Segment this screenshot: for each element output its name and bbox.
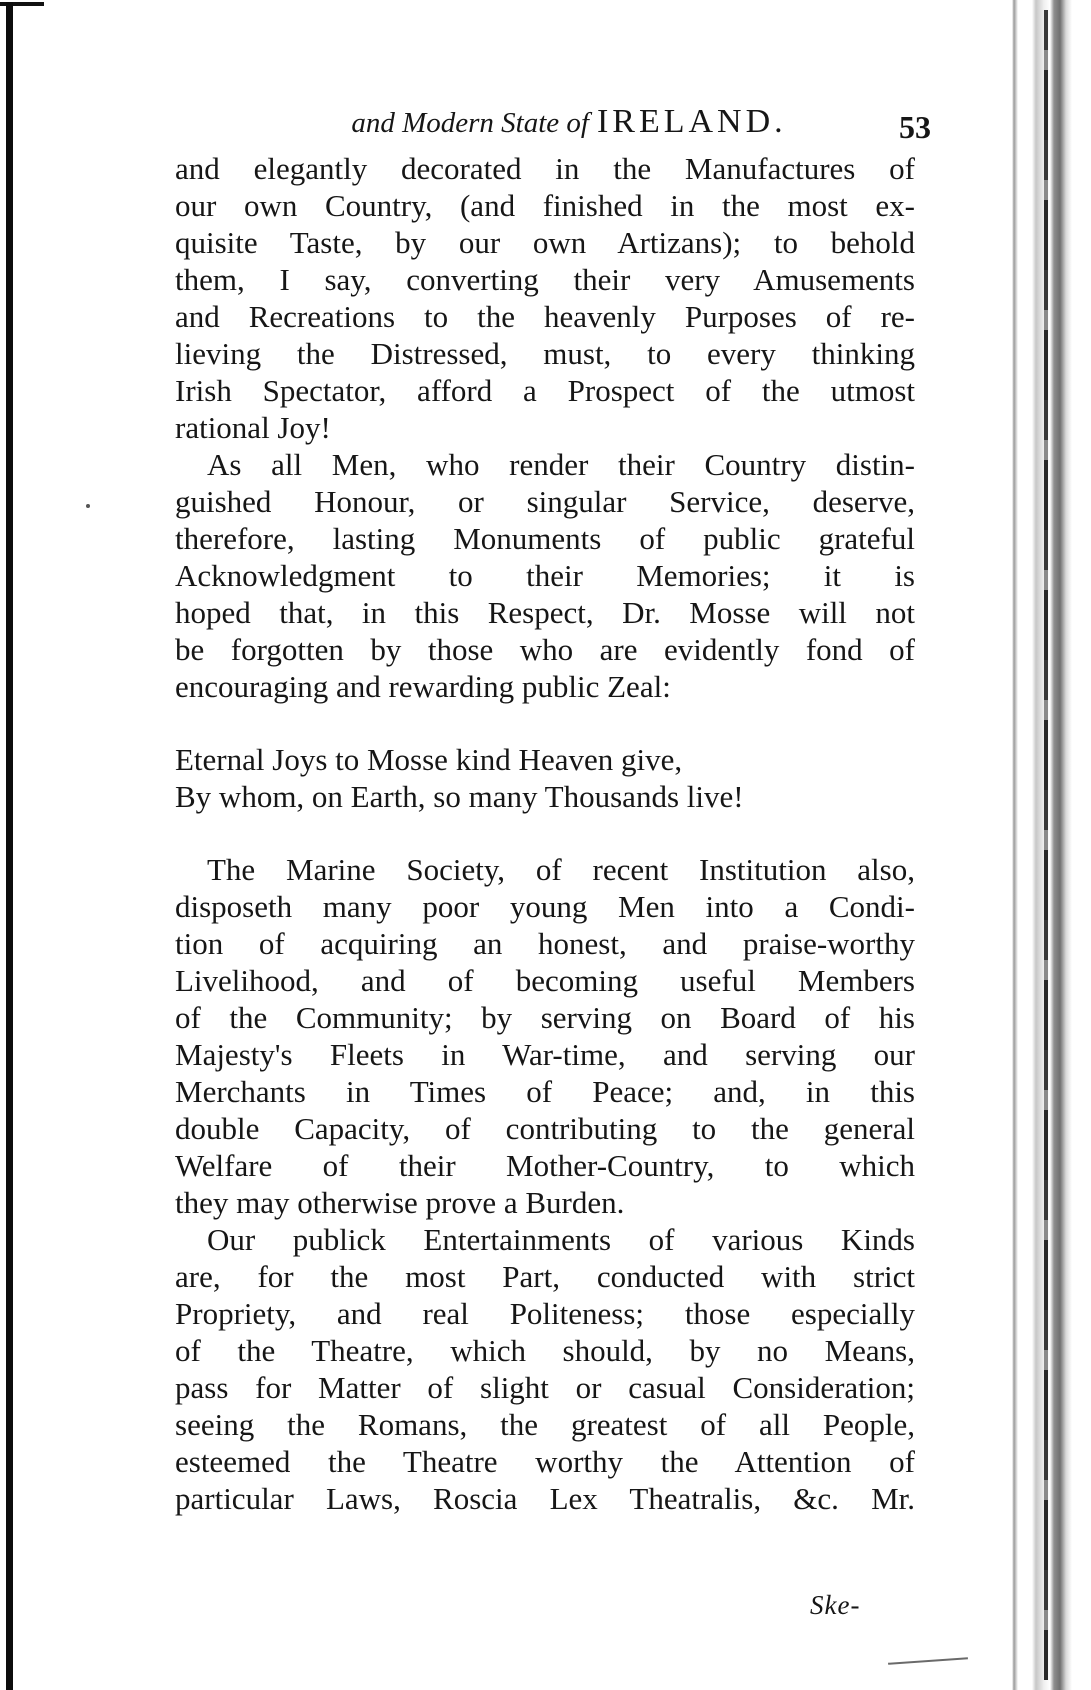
verse-couplet bbox=[175, 741, 915, 815]
text-line: quisite Taste, by our own Artizans); to behold bbox=[175, 225, 915, 260]
text-line: disposeth many poor young Men into a Condi- bbox=[175, 889, 915, 924]
book-page bbox=[175, 92, 931, 1517]
text-line: Welfare of their Mother-Country, to which bbox=[175, 1148, 915, 1183]
text-line: Acknowledgment to their Memories; it is bbox=[175, 558, 915, 593]
binding-edge-left bbox=[6, 2, 13, 1690]
text-line: are, for the most Part, conducted with strict bbox=[175, 1259, 915, 1294]
text-line: esteemed the Theatre worthy the Attention of bbox=[175, 1444, 915, 1479]
text-line: encouraging and rewarding public Zeal: bbox=[175, 669, 671, 704]
text-line: of the Community; by serving on Board of his bbox=[175, 1000, 915, 1035]
paragraph-4 bbox=[175, 1221, 915, 1517]
bottom-mark bbox=[888, 1657, 968, 1665]
text-line: they may otherwise prove a Burden. bbox=[175, 1185, 625, 1220]
page-number: 53 bbox=[899, 109, 931, 145]
running-head bbox=[175, 92, 931, 150]
text-line: Livelihood, and of becoming useful Members bbox=[175, 963, 915, 998]
text-line: hoped that, in this Respect, Dr. Mosse will not bbox=[175, 595, 915, 630]
text-line: therefore, lasting Monuments of public grateful bbox=[175, 521, 915, 556]
verse-line: By whom, on Earth, so many Thousands live! bbox=[175, 779, 744, 814]
spacer bbox=[175, 815, 915, 851]
paragraph-2 bbox=[175, 446, 915, 705]
text-line: them, I say, converting their very Amusements bbox=[175, 262, 915, 297]
text-line: tion of acquiring an honest, and praise-worthy bbox=[175, 926, 915, 961]
text-line: particular Laws, Roscia Lex Theatralis, &c. Mr. bbox=[175, 1481, 915, 1516]
text-line: As all Men, who render their Country distin- bbox=[207, 447, 915, 482]
text-line: pass for Matter of slight or casual Consideration; bbox=[175, 1370, 915, 1405]
running-head-lead: and Modern State of bbox=[351, 107, 589, 139]
text-line: of the Theatre, which should, by no Means, bbox=[175, 1333, 915, 1368]
paragraph-1 bbox=[175, 150, 915, 446]
text-line: guished Honour, or singular Service, deserve, bbox=[175, 484, 915, 519]
text-line: and Recreations to the heavenly Purposes of re- bbox=[175, 299, 915, 334]
text-line: double Capacity, of contributing to the general bbox=[175, 1111, 915, 1146]
text-line: Merchants in Times of Peace; and, in this bbox=[175, 1074, 915, 1109]
text-line: rational Joy! bbox=[175, 410, 331, 445]
text-line: and elegantly decorated in the Manufactures of bbox=[175, 151, 915, 186]
text-line: The Marine Society, of recent Institution also, bbox=[207, 852, 915, 887]
paragraph-3 bbox=[175, 851, 915, 1221]
spacer bbox=[175, 705, 915, 741]
catchword: Ske- bbox=[810, 1590, 861, 1620]
gutter-line bbox=[1044, 10, 1048, 1680]
text-line: seeing the Romans, the greatest of all People, bbox=[175, 1407, 915, 1442]
text-line: our own Country, (and finished in the most ex- bbox=[175, 188, 915, 223]
running-head-title: IRELAND. bbox=[596, 103, 787, 140]
text-line: Majesty's Fleets in War-time, and serving our bbox=[175, 1037, 915, 1072]
text-line: Propriety, and real Politeness; those especially bbox=[175, 1296, 915, 1331]
text-line: Irish Spectator, afford a Prospect of the utmost bbox=[175, 373, 915, 408]
verse-line: Eternal Joys to Mosse kind Heaven give, bbox=[175, 742, 683, 777]
text-line: lieving the Distressed, must, to every thinking bbox=[175, 336, 915, 371]
text-line: Our publick Entertainments of various Kinds bbox=[207, 1222, 915, 1257]
ink-speck bbox=[86, 504, 90, 508]
text-line: be forgotten by those who are evidently fond of bbox=[175, 632, 915, 667]
